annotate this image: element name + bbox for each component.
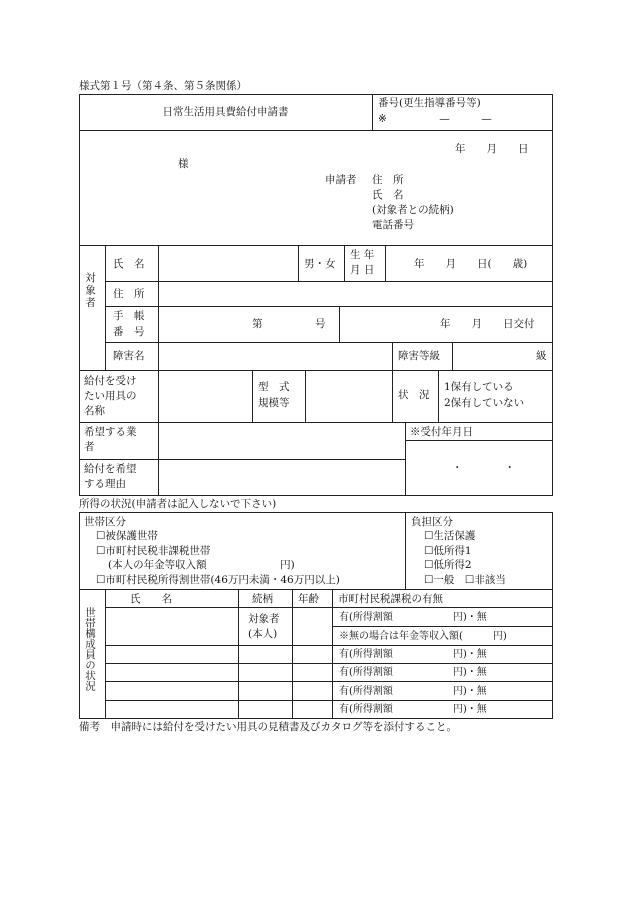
members-header-name: 氏 名 (130, 593, 172, 605)
tax-status-row-5[interactable]: 有(所得割額 円)・無 (339, 704, 487, 715)
status-label: 状 況 (398, 389, 430, 401)
number-field[interactable]: ※ — — (378, 113, 492, 125)
form-title: 日常生活用具費給付申請書 (162, 106, 289, 118)
number-label: 番号(更生指導番号等) (378, 97, 481, 109)
model-label-2: 規模等 (258, 397, 290, 409)
members-header-relation: 続柄 (252, 593, 273, 605)
subject-name-label: 氏 名 (113, 258, 145, 270)
members-header-tax: 市町村民税課税の有無 (338, 593, 443, 605)
members-label: 世帯構成員の状況 (84, 607, 96, 691)
grade-unit: 級 (536, 350, 547, 362)
applicant-relation[interactable]: (対象者との続柄) (372, 204, 454, 216)
notebook-number-field[interactable]: 第 号 (252, 318, 326, 330)
subject-label: 対象者 (84, 272, 96, 310)
self-relation-2: (本人) (248, 628, 278, 640)
burden-option-low2[interactable]: ☐低所得2 (424, 559, 472, 571)
form-code: 様式第１号（第４条、第５条関係） (79, 80, 247, 92)
household-option-protected[interactable]: ☐被保護世帯 (96, 530, 158, 542)
tax-status-row-1[interactable]: 有(所得割額 円)・無 (339, 612, 487, 623)
received-date-field: ・ ・ (452, 462, 515, 474)
application-date[interactable]: 年 月 日 (455, 143, 529, 155)
birth-label-1: 生 年 (350, 249, 375, 261)
tax-status-row-4[interactable]: 有(所得割額 円)・無 (339, 686, 487, 697)
vendor-label-1: 希望する業 (84, 426, 137, 438)
equipment-label-3: 名称 (84, 405, 105, 417)
birth-label-2: 月 日 (350, 264, 375, 276)
burden-option-general[interactable]: ☐一般 ☐非該当 (424, 574, 506, 586)
notebook-label-1: 手 帳 (113, 310, 145, 322)
household-label: 世帯区分 (84, 516, 126, 528)
reason-label-2: する理由 (84, 478, 126, 490)
applicant-name[interactable]: 氏 名 (372, 189, 404, 201)
notebook-issued-field[interactable]: 年 月 日交付 (440, 318, 535, 330)
reason-label-1: 給付を希望 (84, 463, 137, 475)
tax-status-row-3[interactable]: 有(所得割額 円)・無 (339, 667, 487, 678)
addressee-suffix: 様 (178, 158, 189, 170)
self-relation-1: 対象者 (248, 613, 280, 625)
burden-label: 負担区分 (411, 516, 453, 528)
tax-note-pension[interactable]: ※無の場合は年金等収入額( 円) (339, 631, 507, 642)
received-date-label: ※受付年月日 (410, 426, 473, 438)
burden-option-welfare[interactable]: ☐生活保護 (424, 530, 476, 542)
birth-date-field[interactable]: 年 月 日( 歳) (414, 258, 528, 270)
applicant-label: 申請者 (325, 174, 357, 186)
status-option-2[interactable]: 2保有していない (444, 397, 525, 409)
equipment-label-1: 給付を受け (84, 375, 137, 387)
members-header-age: 年齢 (298, 593, 319, 605)
sex-choice[interactable]: 男・女 (304, 258, 336, 270)
status-option-1[interactable]: 1保有している (444, 381, 514, 393)
burden-option-low1[interactable]: ☐低所得1 (424, 545, 472, 557)
model-label-1: 型 式 (258, 381, 290, 393)
applicant-phone[interactable]: 電話番号 (372, 219, 414, 231)
subject-address-label: 住 所 (113, 288, 145, 300)
disability-label: 障害名 (113, 350, 145, 362)
vendor-label-2: 者 (84, 441, 95, 453)
income-heading: 所得の状況(申請者は記入しないで下さい) (79, 498, 277, 510)
remark: 備考 申請時には給付を受けたい用具の見積書及びカタログ等を添付すること。 (79, 721, 457, 733)
household-option-taxable[interactable]: ☐市町村民税所得割世帯(46万円未満・46万円以上) (96, 574, 340, 586)
equipment-label-2: たい用具の (84, 390, 137, 402)
tax-status-row-2[interactable]: 有(所得割額 円)・無 (339, 649, 487, 660)
notebook-label-2: 番 号 (113, 326, 145, 338)
grade-label: 障害等級 (398, 350, 440, 362)
household-option-nontaxable[interactable]: ☐市町村民税非課税世帯 (96, 545, 211, 557)
applicant-address[interactable]: 住 所 (372, 174, 404, 186)
household-pension-income[interactable]: (本人の年金等収入額 円) (108, 559, 295, 571)
